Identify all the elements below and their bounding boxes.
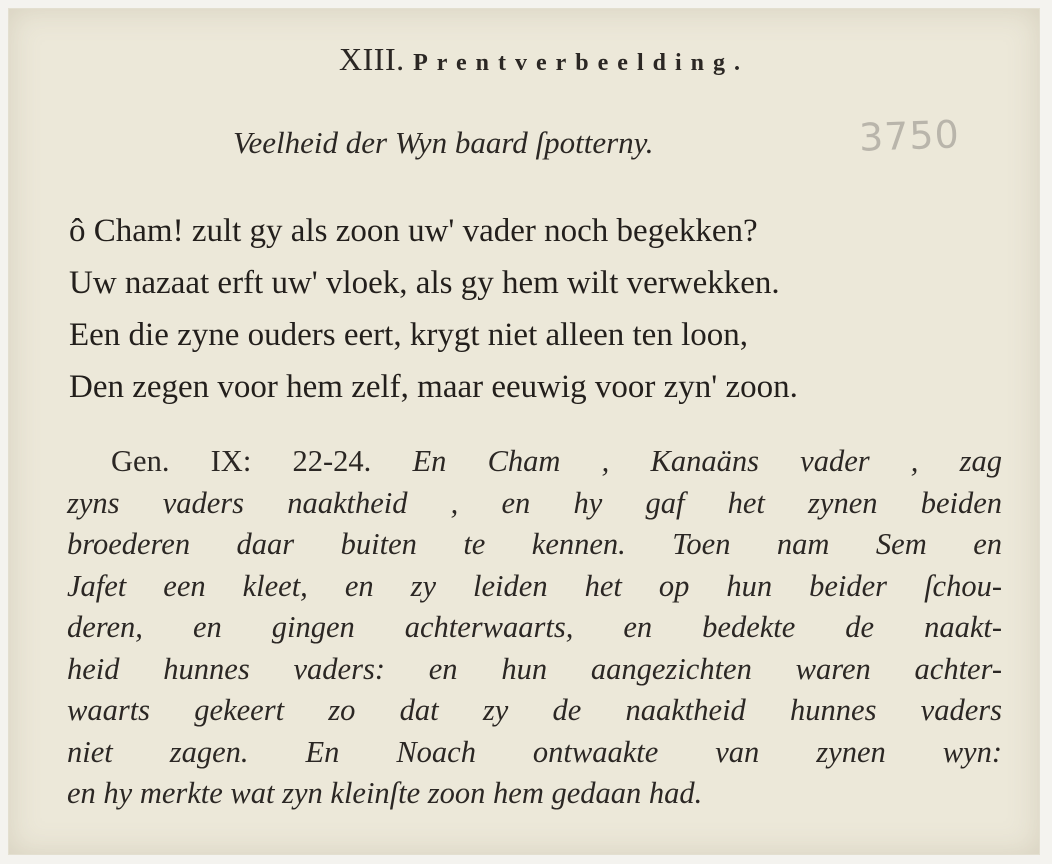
subtitle: Veelheid der Wyn baard ſpotterny. — [233, 125, 654, 160]
scripture-reference: Gen. IX: 22-24. — [111, 444, 372, 478]
heading-title: Prentverbeelding. — [413, 50, 749, 76]
verse-line: Uw nazaat erft uw' vloek, als gy hem wilt verwekken. — [69, 265, 780, 301]
passage-line — [67, 441, 1002, 483]
passage-line-text: En Cham , Kanaäns vader , zag — [412, 444, 1002, 478]
heading-numeral: XIII. — [339, 41, 405, 77]
passage-line: deren, en gingen achterwaarts, en bedekte de naakt- — [67, 610, 1002, 644]
verse-line: Den zegen voor hem zelf, maar eeuwig voor zyn' zoon. — [69, 369, 798, 405]
passage-line: en hy merkte wat zyn kleinſte zoon hem gedaan had. — [67, 776, 703, 810]
verse-line: Een die zyne ouders eert, krygt niet alleen ten loon, — [69, 317, 748, 353]
passage-line: waarts gekeert zo dat zy de naaktheid hunnes vaders — [67, 693, 1002, 727]
passage-line: niet zagen. En Noach ontwaakte van zynen wyn: — [67, 734, 1002, 769]
pencil-inventory-number: 3750 — [858, 112, 961, 160]
scripture-passage — [67, 441, 1007, 815]
passage-line: Jafet een kleet, en zy leiden het op hun beider ſchou- — [67, 568, 1002, 603]
verse-line: ô Cham! zult gy als zoon uw' vader noch begekken? — [69, 213, 758, 249]
verse-stanza — [69, 205, 1019, 413]
passage-line: heid hunnes vaders: en hun aangezichten waren achter- — [67, 651, 1002, 686]
passage-line: zyns vaders naaktheid , en hy gaf het zynen beiden — [67, 485, 1002, 520]
plate-heading — [9, 41, 1052, 78]
printed-sheet — [9, 9, 1039, 854]
passage-line: broederen daar buiten te kennen. Toen nam Sem en — [67, 527, 1002, 561]
